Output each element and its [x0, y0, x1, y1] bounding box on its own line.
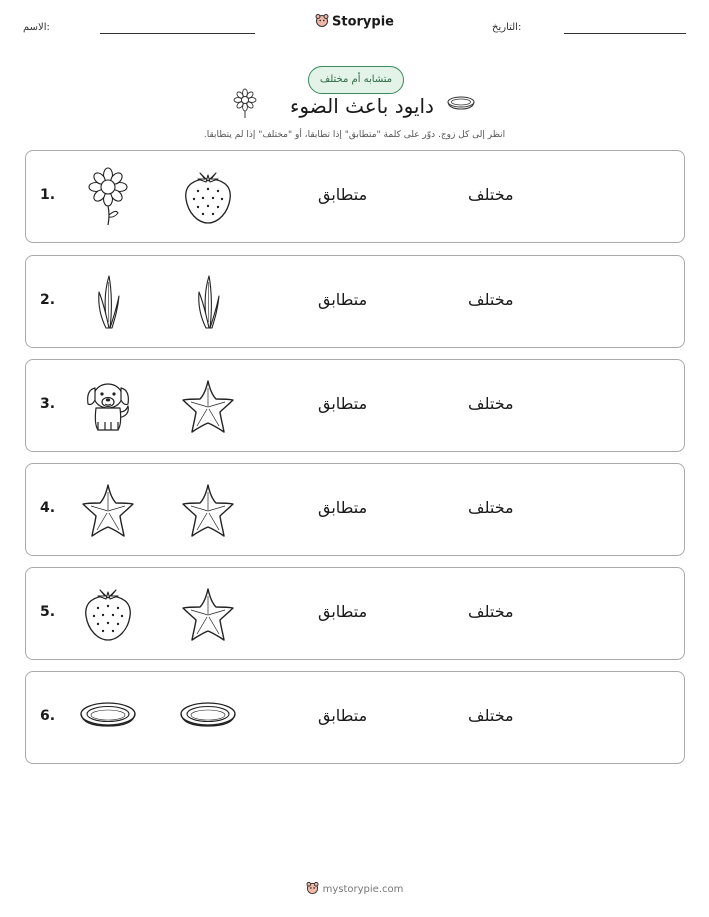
match-option[interactable]: متطابق: [318, 290, 368, 309]
question-number: 4.: [40, 500, 56, 516]
page-title: دايود باعث الضوء: [290, 94, 434, 118]
question-number: 2.: [40, 292, 56, 308]
dish-icon: [78, 688, 138, 748]
grass-icon: [78, 272, 138, 332]
star-icon: [178, 376, 238, 436]
storypie-logo-icon: [315, 13, 329, 31]
footer-url: mystorypie.com: [322, 884, 404, 895]
question-row: [25, 671, 685, 764]
match-option[interactable]: متطابق: [318, 706, 368, 725]
dog-icon: [78, 376, 138, 436]
dish-icon: [178, 688, 238, 748]
different-option[interactable]: مختلف: [468, 185, 514, 204]
star-icon: [178, 584, 238, 644]
different-option[interactable]: مختلف: [468, 290, 514, 309]
question-number: 5.: [40, 604, 56, 620]
storypie-logo-icon: [306, 881, 319, 897]
grass-icon: [178, 272, 238, 332]
star-icon: [78, 480, 138, 540]
match-option[interactable]: متطابق: [318, 185, 368, 204]
brand-name: Storypie: [332, 14, 394, 30]
question-row: [25, 150, 685, 243]
flower-icon: [78, 167, 138, 227]
question-number: 6.: [40, 708, 56, 724]
name-label: الاسم:: [23, 22, 50, 33]
different-option[interactable]: مختلف: [468, 394, 514, 413]
strawberry-icon: [178, 167, 238, 227]
flower-icon: [232, 88, 258, 122]
date-line: [564, 33, 686, 34]
question-number: 3.: [40, 396, 56, 412]
name-line: [100, 33, 255, 34]
match-option[interactable]: متطابق: [318, 498, 368, 517]
footer: [0, 881, 709, 897]
topic-badge: متشابه أم مختلف: [308, 66, 404, 94]
brand: [0, 13, 709, 31]
different-option[interactable]: مختلف: [468, 602, 514, 621]
different-option[interactable]: مختلف: [468, 498, 514, 517]
question-row: [25, 255, 685, 348]
date-label: التاريخ:: [492, 22, 522, 33]
question-number: 1.: [40, 187, 56, 203]
instructions: انظر إلى كل زوج. دوّر على كلمة "متطابق" إذا تطابقا، أو "مختلف" إذا لم يتطابقا.: [203, 130, 506, 140]
dish-icon: [446, 95, 476, 119]
star-icon: [178, 480, 238, 540]
question-row: [25, 463, 685, 556]
match-option[interactable]: متطابق: [318, 602, 368, 621]
different-option[interactable]: مختلف: [468, 706, 514, 725]
strawberry-icon: [78, 584, 138, 644]
question-row: [25, 567, 685, 660]
question-row: [25, 359, 685, 452]
match-option[interactable]: متطابق: [318, 394, 368, 413]
